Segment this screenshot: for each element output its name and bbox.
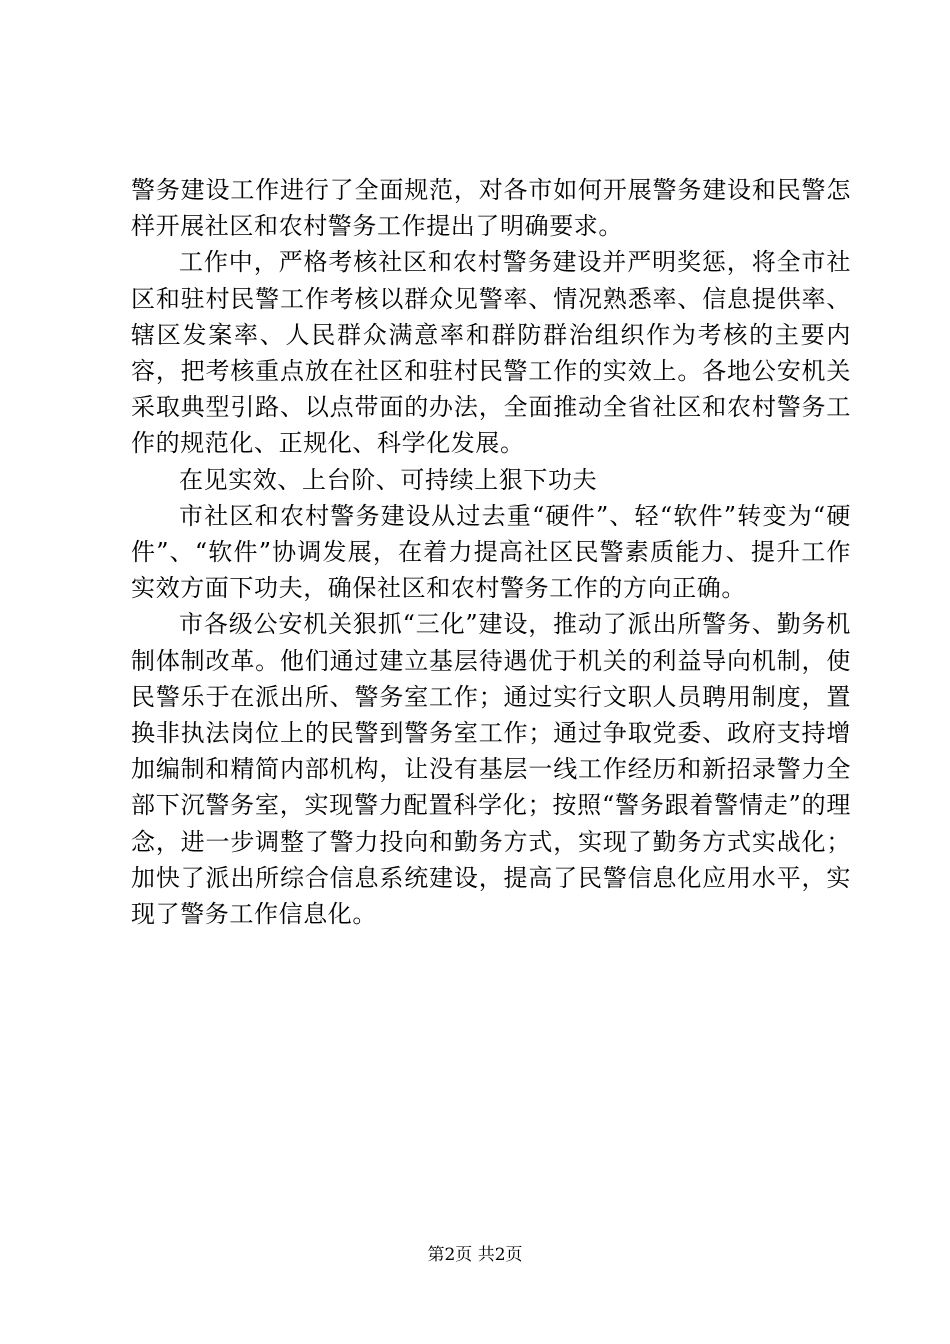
paragraph-three-reforms: 市各级公安机关狠抓“三化”建设，推动了派出所警务、勤务机制体制改革。他们通过建立基层待遇优于机关的利益导向机制，使民警乐于在派出所、警务室工作；通过实行文职人员聘用制度，置换非执法岗位上的民警到警务室工作；通过争取党委、政府支持增加编制和精简内部机构，让没有基层一线工作经历和新招录警力全部下沉警务室，实现警力配置科学化；按照“警务跟着警情走”的理念，进一步调整了警力投向和勤务方式，实现了勤务方式实战化；加快了派出所综合信息系统建设，提高了民警信息化应用水平，实现了警务工作信息化。 (131, 610, 851, 929)
paragraph-hardware-software: 市社区和农村警务建设从过去重“硬件”、轻“软件”转变为“硬件”、“软件”协调发展，在着力提高社区民警素质能力、提升工作实效方面下功夫，确保社区和农村警务工作的方向正确。 (131, 501, 851, 603)
page-footer (0, 1243, 950, 1267)
page-number-indicator: 第2页 共2页 (427, 1245, 523, 1265)
paragraph-assessment: 工作中，严格考核社区和农村警务建设并严明奖惩，将全市社区和驻村民警工作考核以群众见警率、情况熟悉率、信息提供率、辖区发案率、人民群众满意率和群防群治组织作为考核的主要内容，把考核重点放在社区和驻村民警工作的实效上。各地公安机关采取典型引路、以点带面的办法，全面推动全省社区和农村警务工作的规范化、正规化、科学化发展。 (131, 248, 851, 458)
document-body (131, 172, 851, 932)
section-heading: 在见实效、上台阶、可持续上狠下功夫 (179, 465, 598, 494)
paragraph-continuation: 警务建设工作进行了全面规范，对各市如何开展警务建设和民警怎样开展社区和农村警务工作提出了明确要求。 (131, 176, 851, 241)
